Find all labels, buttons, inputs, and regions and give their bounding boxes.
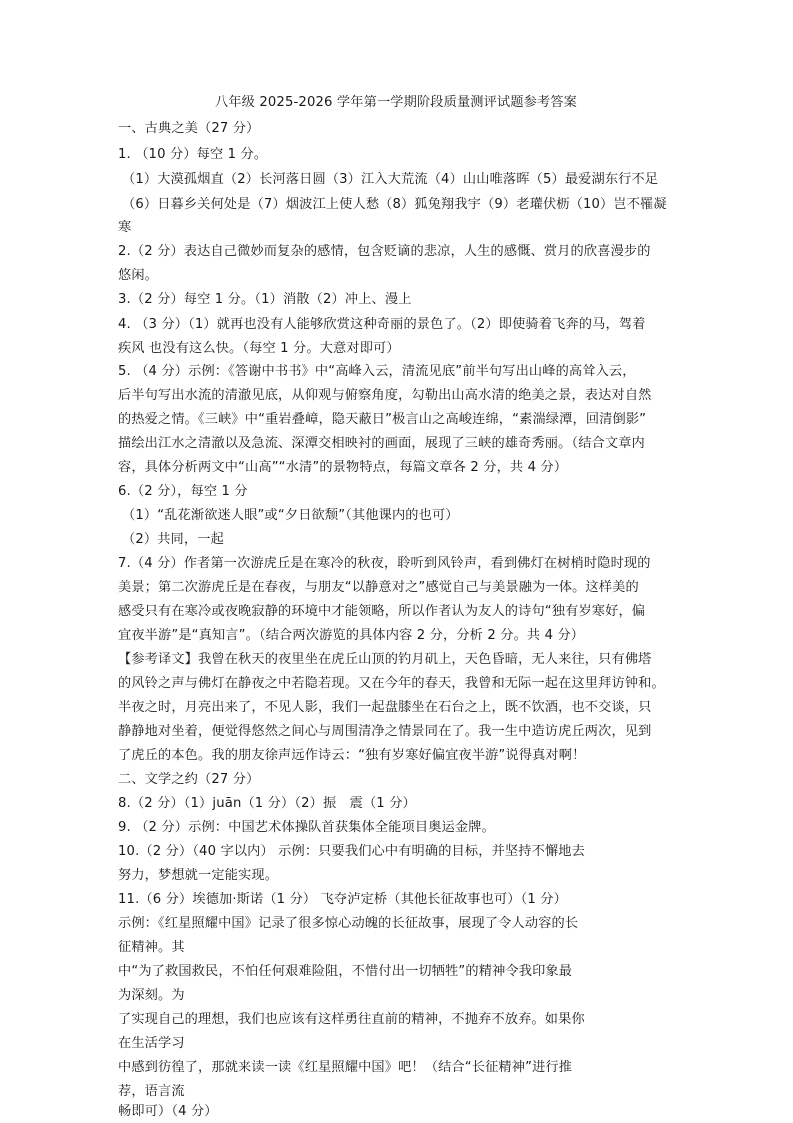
answer-line: 6.（2 分），每空 1 分 <box>118 484 248 499</box>
answer-line: 努力，梦想就一定能实现。 <box>118 868 279 883</box>
answer-line: 了实现自己的理想，我们也应该有这样勇往直前的精神，不抛弃不放弃。如果你 <box>118 1012 585 1027</box>
answer-line: 3.（2 分）每空 1 分。（1）消散（2）冲上、漫上 <box>118 292 412 307</box>
answer-line: 寒 <box>118 220 132 235</box>
answer-line: 畅即可）（4 分） <box>118 1104 218 1119</box>
answer-line: 感受只有在寒冷或夜晚寂静的环境中才能领略，所以作者认为友人的诗句“独有岁寒好，偏 <box>118 604 646 619</box>
document-title: 八年级 2025-2026 学年第一学期阶段质量测评试题参考答案 <box>215 95 578 110</box>
answer-line: （1）大漠孤烟直（2）长河落日圆（3）江入大荒流（4）山山唯落晖（5）最爱湖东行不足 <box>122 172 659 187</box>
answer-line: 7.（4 分）作者第一次游虎丘是在寒冷的秋夜，聆听到风铃声，看到佛灯在树梢时隐时现的 <box>118 556 651 571</box>
answer-line: 5. （4 分）示例：《答谢中书书》中“高峰入云，清流见底”前半句写出山峰的高耸入云， <box>118 364 636 379</box>
answer-line: 为深刻。为 <box>118 988 185 1003</box>
answer-line: 荐，语言流 <box>118 1084 185 1099</box>
answer-line: 示例：《红星照耀中国》记录了很多惊心动魄的长征故事，展现了令人动容的长 <box>118 916 579 931</box>
answer-line: 1. （10 分）每空 1 分。 <box>118 147 268 162</box>
answer-line: 征精神。其 <box>118 940 185 955</box>
answer-line: 11.（6 分）埃德加·斯诺（1 分） 飞夺泸定桥（其他长征故事也可）（1 分） <box>118 892 567 907</box>
answer-line: 中“为了救国救民，不怕任何艰难险阻，不惜付出一切牺牲”的精神令我印象最 <box>118 964 573 979</box>
answer-line: 宜夜半游”是“真知言”。（结合两次游览的具体内容 2 分，分析 2 分。共 4 分） <box>118 628 585 643</box>
translation-line: 半夜之时，月亮出来了，不见人影，我们一起盘膝坐在石台之上，既不饮酒，也不交谈，只 <box>118 700 652 715</box>
answer-line: 描绘出江水之清澈以及急流、深潭交相映衬的画面，展现了三峡的雄奇秀丽。（结合文章内 <box>118 436 645 451</box>
answer-line: （2）共同，一起 <box>122 532 224 547</box>
answer-line: 10.（2 分）（40 字以内） 示例：只要我们心中有明确的目标，并坚持不懈地去 <box>118 844 585 859</box>
answer-line: 2.（2 分）表达自己微妙而复杂的感情，包含贬谪的悲凉，人生的感慨、赏月的欣喜漫步的 <box>118 244 651 259</box>
answer-line: （1）“乱花渐欲迷人眼”或“夕日欲颓”（其他课内的也可） <box>122 508 459 523</box>
answer-line: 在生活学习 <box>118 1036 185 1051</box>
answer-line: 中感到彷徨了，那就来读一读《红星照耀中国》吧！（结合“长征精神”进行推 <box>118 1060 573 1075</box>
answer-line: 悠闲。 <box>118 268 159 283</box>
section-heading-literature: 二、文学之约（27 分） <box>118 772 260 787</box>
translation-line: 的风铃之声与佛灯在静夜之中若隐若现。又在今年的春天，我曾和无际一起在这里拜访钟和。 <box>118 676 665 691</box>
answer-line: 容，具体分析两文中“山高”“水清”的景物特点，每篇文章各 2 分，共 4 分） <box>118 460 568 475</box>
translation-line: 【参考译文】我曾在秋天的夜里坐在虎丘山顶的钓月矶上，天色昏暗，无人来往，只有佛塔 <box>118 652 652 667</box>
answer-line: 美景；第二次游虎丘是在春夜，与朋友“以静意对之”感觉自己与美景融为一体。这样美的 <box>118 580 639 595</box>
answer-line: （6）日暮乡关何处是（7）烟波江上使人愁（8）狐兔翔我宇（9）老瓘伏枥（10）岂不罹凝 <box>122 197 667 212</box>
answer-line: 9. （2 分）示例：中国艺术体操队首获集体全能项目奥运金牌。 <box>118 820 495 835</box>
answer-line: 8.（2 分）（1）juān（1 分）（2）振 震（1 分） <box>118 796 416 811</box>
translation-line: 静静地对坐着，便觉得悠然之间心与周围清净之情景同在了。我一生中造访虎丘两次，见到 <box>118 724 652 739</box>
answer-line: 疾风 也没有这么快。（每空 1 分。大意对即可） <box>118 341 400 356</box>
section-heading-classical: 一、古典之美（27 分） <box>118 121 260 136</box>
answer-line: 的热爱之情。《三峡》中“重岩叠嶂，隐天蔽日”极言山之高峻连绵，“素湍绿潭，回清倒影” <box>118 412 647 427</box>
answer-line: 4. （3 分）（1）就再也没有人能够欣赏这种奇丽的景色了。（2）即使骑着飞奔的马，驾着 <box>118 317 646 332</box>
answer-line: 后半句写出水流的清澈见底，从仰观与俯察角度，勾勒出山高水清的绝美之景，表达对自然 <box>118 388 652 403</box>
translation-line: 了虎丘的本色。我的朋友徐声远作诗云：“独有岁寒好偏宜夜半游”说得真对啊！ <box>118 748 586 763</box>
